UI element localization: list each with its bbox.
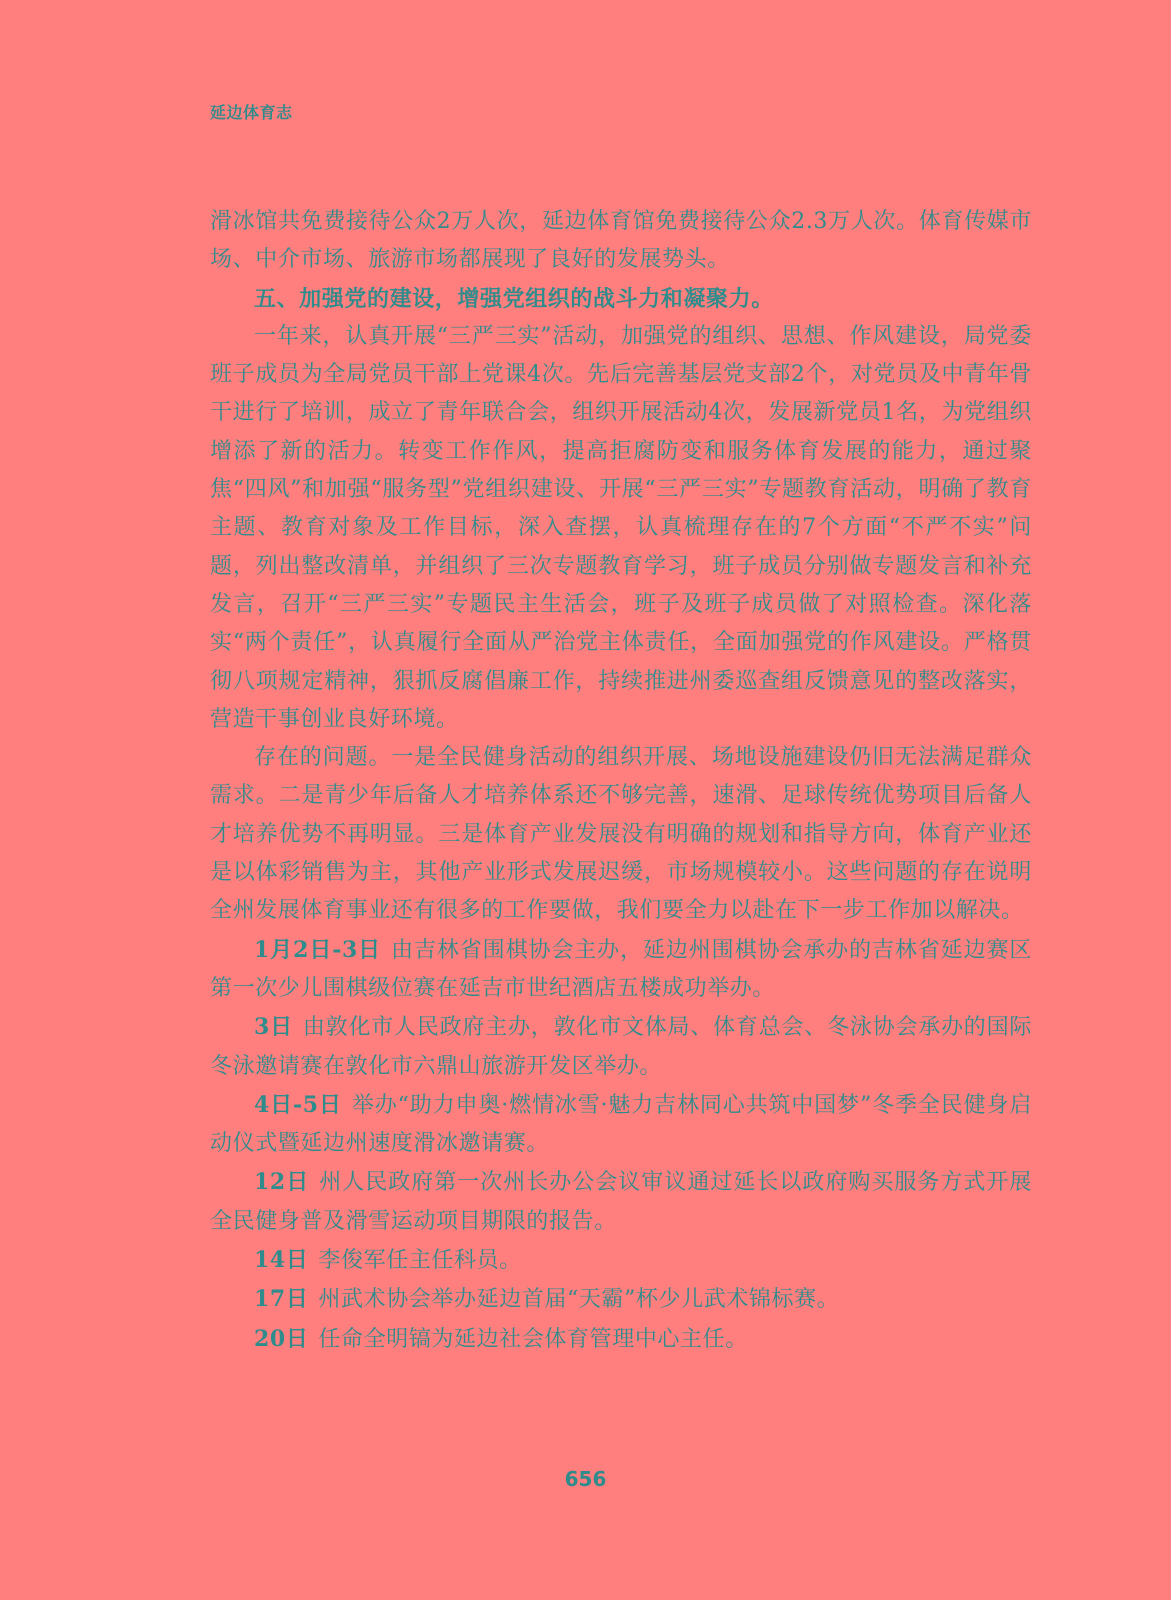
entry-text: 举办“助力申奥·燃情冰雪·魅力吉林同心共筑中国梦”冬季全民健身启动仪式暨延边州速度滑冰邀请赛。 xyxy=(210,1092,1032,1157)
entry-text: 州武术协会举办延边首届“天霸”杯少儿武术锦标赛。 xyxy=(318,1287,840,1313)
entry-text: 任命全明镐为延边社会体育管理中心主任。 xyxy=(318,1326,748,1352)
chronicle-entry xyxy=(210,1241,1032,1280)
entry-date: 1月2日-3日 xyxy=(254,936,382,963)
entry-text: 州人民政府第一次州长办公会议审议通过延长以政府购买服务方式开展全民健身普及滑雪运动项目期限的报告。 xyxy=(210,1170,1032,1234)
chronicle-entry xyxy=(210,1163,1032,1241)
paragraph-party-building: 一年来，认真开展“三严三实”活动，加强党的组织、思想、作风建设，局党委班子成员为全局党员干部上党课4次。先后完善基层党支部2个，对党员及中青年骨干进行了培训，成立了青年联合会，组织开展活动4次，发展新党员1名，为党组织增添了新的活力。转变工作作风，提高拒腐防变和服务体育发展的能力，通过聚焦“四风”和加强“服务型”党组织建设、开展“三严三实”专题教育活动，明确了教育主题、教育对象及工作目标，深入查摆，认真梳理存在的7个方面“不严不实”问题，列出整改清单，并组织了三次专题教育学习，班子成员分别做专题发言和补充发言，召开“三严三实”专题民主生活会，班子及班子成员做了对照检查。深化落实“两个责任”，认真履行全面从严治党主体责任，全面加强党的作风建设。严格贯彻八项规定精神，狠抓反腐倡廉工作，持续推进州委巡查组反馈意见的整改落实，营造干事创业良好环境。 xyxy=(210,323,1032,732)
chronicle-entry xyxy=(210,1320,1032,1359)
paragraph-continuation: 滑冰馆共免费接待公众2万人次，延边体育馆免费接待公众2.3万人次。体育传媒市场、中介市场、旅游市场都展现了良好的发展势头。 xyxy=(210,209,1032,273)
chronicle-entry xyxy=(210,1086,1032,1164)
entry-date: 3日 xyxy=(254,1014,293,1041)
page-number: 656 xyxy=(564,1467,607,1491)
entry-date: 17日 xyxy=(254,1286,309,1313)
entry-text: 由敦化市人民政府主办，敦化市文体局、体育总会、冬泳协会承办的国际冬泳邀请赛在敦化市六鼎山旅游开发区举办。 xyxy=(210,1015,1032,1079)
chronicle-entry xyxy=(210,1008,1032,1086)
entry-text: 李俊军任主任科员。 xyxy=(318,1248,522,1274)
chronicle-entry xyxy=(210,931,1032,1009)
section-heading-5: 五、加强党的建设，增强党组织的战斗力和凝聚力。 xyxy=(254,285,774,312)
chronicle-entry xyxy=(210,1280,1032,1319)
running-header: 延边体育志 xyxy=(210,103,293,122)
page-body xyxy=(210,203,1032,1359)
entry-date: 14日 xyxy=(254,1247,309,1274)
entry-text: 由吉林省围棋协会主办，延边州围棋协会承办的吉林省延边赛区第一次少儿围棋级位赛在延吉市世纪酒店五楼成功举办。 xyxy=(210,937,1032,1001)
entry-date: 12日 xyxy=(254,1169,310,1196)
paragraph-problems: 存在的问题。一是全民健身活动的组织开展、场地设施建设仍旧无法满足群众需求。二是青少年后备人才培养体系还不够完善，速滑、足球传统优势项目后备人才培养优势不再明显。三是体育产业发展没有明确的规划和指导方向，体育产业还是以体彩销售为主，其他产业形式发展迟缓，市场规模较小。这些问题的存在说明全州发展体育事业还有很多的工作要做，我们要全力以赴在下一步工作加以解决。 xyxy=(210,745,1032,924)
entry-date: 20日 xyxy=(254,1325,309,1352)
entry-date: 4日-5日 xyxy=(254,1091,342,1118)
